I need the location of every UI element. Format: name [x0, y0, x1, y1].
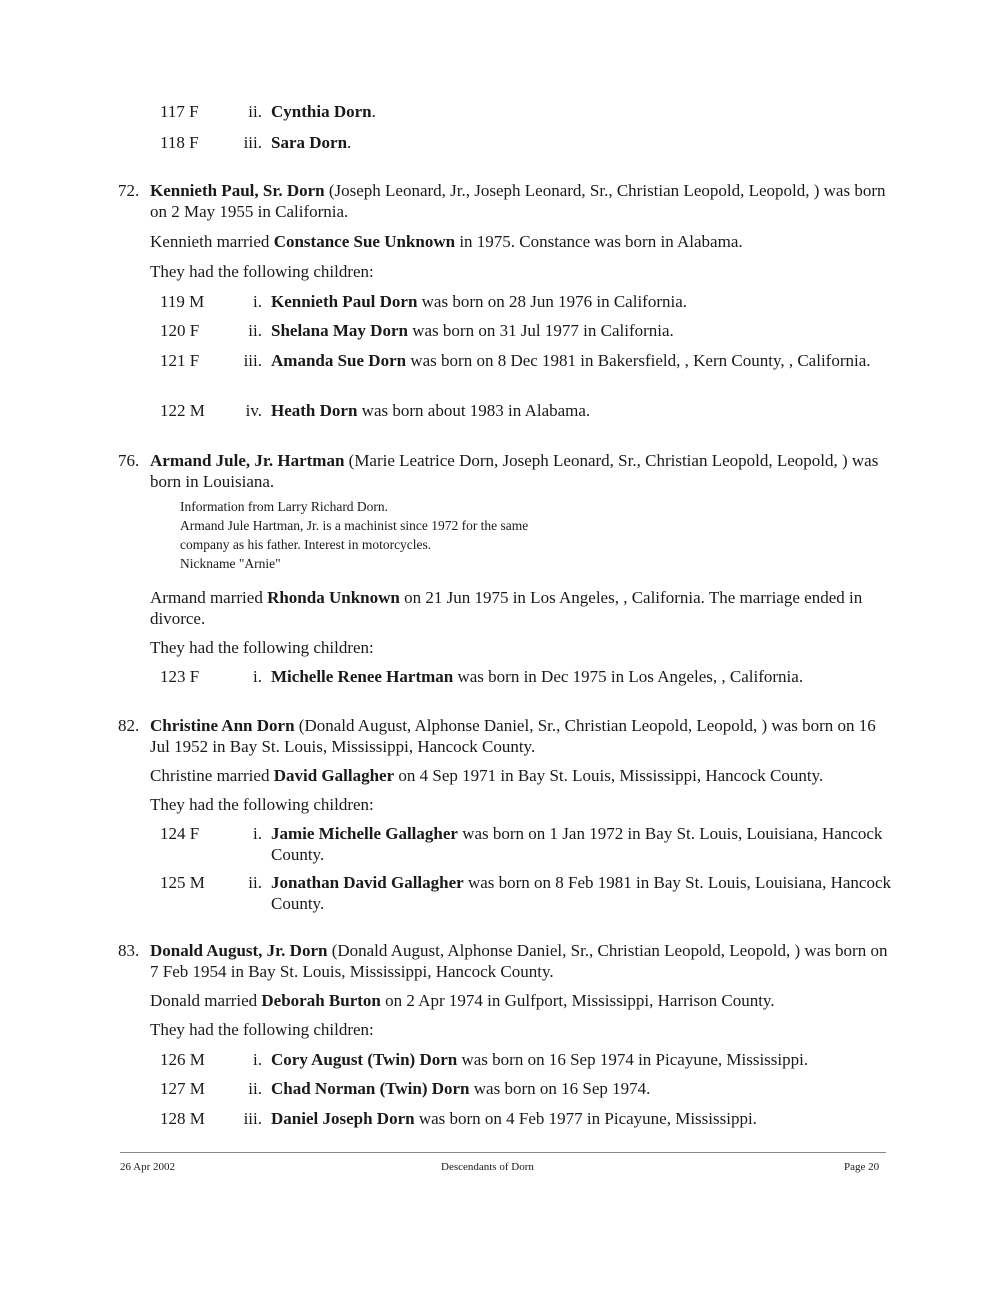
child-roman: ii. — [248, 321, 262, 340]
marriage-line: Armand married Rhonda Unknown on 21 Jun 1975 in Los Angeles, , California. The marriage ended in divorce. — [150, 588, 863, 628]
child-text: Kennieth Paul Dorn was born on 28 Jun 1976 in California. — [271, 292, 688, 311]
child-name: Michelle Renee Hartman — [271, 667, 454, 686]
child-text: Heath Dorn was born about 1983 in Alabama. — [271, 401, 591, 420]
marriage-line: Donald married Deborah Burton on 2 Apr 1974 in Gulfport, Mississippi, Harrison County. — [150, 991, 775, 1010]
child-name: Cory August (Twin) Dorn — [271, 1050, 458, 1069]
note-line: company as his father. Interest in motorcycles. — [180, 537, 432, 552]
child-text: Jonathan David Gallagher was born on 8 Feb 1981 in Bay St. Louis, Louisiana, Hancock County. — [271, 873, 892, 913]
child-text — [271, 132, 891, 153]
child-name: Shelana May Dorn — [271, 321, 408, 340]
child-roman: i. — [253, 824, 262, 843]
child-name: Jonathan David Gallagher — [271, 873, 464, 892]
spouse-name: Rhonda Unknown — [267, 588, 400, 607]
child-roman: i. — [253, 667, 262, 686]
marriage-line: Christine married David Gallagher on 4 Sep 1971 in Bay St. Louis, Mississippi, Hancock County. — [150, 766, 824, 785]
child-roman: iii. — [243, 133, 262, 152]
spouse-name: David Gallagher — [273, 766, 395, 785]
family-number: 83. — [118, 941, 140, 960]
child-text — [271, 101, 891, 122]
child-text: Cory August (Twin) Dorn was born on 16 Sep 1974 in Picayune, Mississippi. — [271, 1050, 809, 1069]
family-number: 76. — [118, 451, 140, 470]
child-roman: iii. — [243, 351, 262, 370]
child-number: 121 F — [160, 351, 200, 370]
child-roman: ii. — [248, 873, 262, 892]
child-number: 126 M — [160, 1050, 205, 1069]
child-details: . — [347, 133, 352, 152]
child-roman: i. — [253, 1050, 262, 1069]
family-heading — [150, 715, 890, 757]
child-text: Amanda Sue Dorn was born on 8 Dec 1981 in Bakersfield, , Kern County, , California. — [271, 351, 871, 370]
child-number: 128 M — [160, 1109, 205, 1128]
child-roman: ii. — [248, 102, 262, 121]
child-number: 125 M — [160, 873, 205, 892]
child-roman: ii. — [248, 1079, 262, 1098]
child-name: Sara Dorn — [271, 133, 348, 152]
child-number: 119 M — [160, 292, 205, 311]
person-details: (Marie Leatrice Dorn, Joseph Leonard, Sr., Christian Leopold, Leopold, ) was born in Louisiana. — [150, 451, 879, 491]
child-number: 122 M — [160, 401, 205, 420]
person-details: (Donald August, Alphonse Daniel, Sr., Christian Leopold, Leopold, ) was born on 7 Feb 1954 in Bay St. Louis, Mississippi, Hancock County. — [150, 941, 888, 981]
family-number: 72. — [118, 181, 140, 200]
child-text: Daniel Joseph Dorn was born on 4 Feb 1977 in Picayune, Mississippi. — [271, 1109, 757, 1128]
children-intro: They had the following children: — [150, 262, 374, 281]
child-name: Kennieth Paul Dorn — [271, 292, 418, 311]
note-line: Armand Jule Hartman, Jr. is a machinist since 1972 for the same — [180, 518, 529, 533]
child-name: Jamie Michelle Gallagher — [271, 824, 458, 843]
child-text: Chad Norman (Twin) Dorn was born on 16 Sep 1974. — [271, 1079, 651, 1098]
family-heading — [150, 180, 890, 222]
marriage-line: Kennieth married Constance Sue Unknown in 1975. Constance was born in Alabama. — [150, 232, 743, 251]
child-name: Chad Norman (Twin) Dorn — [271, 1079, 470, 1098]
child-number: 118 F — [160, 133, 199, 152]
person-name: Armand Jule, Jr. Hartman — [150, 451, 345, 470]
person-details: (Joseph Leonard, Jr., Joseph Leonard, Sr., Christian Leopold, Leopold, ) was born on 2 May 1955 in California. — [150, 181, 886, 221]
child-number: 124 F — [160, 824, 200, 843]
person-details: (Donald August, Alphonse Daniel, Sr., Christian Leopold, Leopold, ) was born on 16 Jul 1952 in Bay St. Louis, Mississippi, Hancock County. — [150, 716, 876, 756]
family-heading — [150, 450, 890, 492]
child-details: . — [371, 102, 376, 121]
note-line: Nickname "Arnie" — [180, 556, 281, 571]
person-name: Christine Ann Dorn — [150, 716, 295, 735]
person-name: Kennieth Paul, Sr. Dorn — [150, 181, 325, 200]
children-intro: They had the following children: — [150, 1020, 374, 1039]
spouse-name: Constance Sue Unknown — [273, 232, 456, 251]
child-number: 117 F — [160, 102, 199, 121]
footer-date: 26 Apr 2002 — [120, 1161, 175, 1173]
child-number: 127 M — [160, 1079, 205, 1098]
footer-page-number: Page 20 — [844, 1161, 880, 1173]
child-name: Daniel Joseph Dorn — [271, 1109, 415, 1128]
family-heading — [150, 940, 890, 982]
child-number: 120 F — [160, 321, 200, 340]
child-roman: iv. — [245, 401, 262, 420]
child-name: Heath Dorn — [271, 401, 358, 420]
family-number: 82. — [118, 716, 140, 735]
child-text: Michelle Renee Hartman was born in Dec 1975 in Los Angeles, , California. — [271, 667, 804, 686]
spouse-name: Deborah Burton — [261, 991, 381, 1010]
person-name: Donald August, Jr. Dorn — [150, 941, 328, 960]
child-roman: i. — [253, 292, 262, 311]
child-number: 123 F — [160, 667, 200, 686]
child-text: Jamie Michelle Gallagher was born on 1 Jan 1972 in Bay St. Louis, Louisiana, Hancock County. — [271, 824, 883, 864]
note-line: Information from Larry Richard Dorn. — [180, 499, 389, 514]
child-name: Amanda Sue Dorn — [271, 351, 407, 370]
children-intro: They had the following children: — [150, 638, 374, 657]
footer-title: Descendants of Dorn — [441, 1161, 534, 1173]
children-intro: They had the following children: — [150, 795, 374, 814]
child-text: Shelana May Dorn was born on 31 Jul 1977 in California. — [271, 321, 674, 340]
child-roman: iii. — [243, 1109, 262, 1128]
footer-divider — [120, 1152, 886, 1153]
child-name: Cynthia Dorn — [271, 102, 372, 121]
